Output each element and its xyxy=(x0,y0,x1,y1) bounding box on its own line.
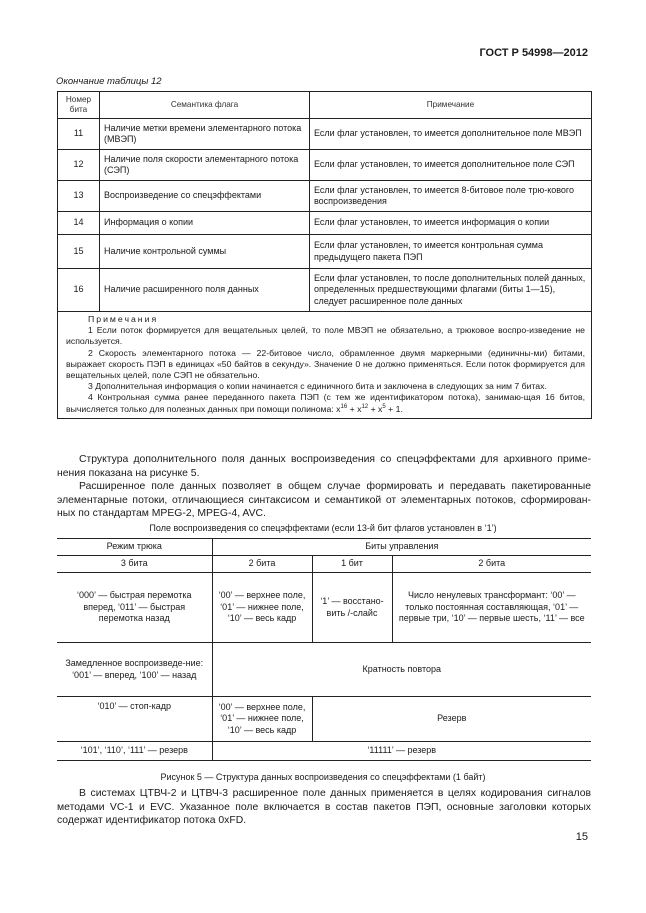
figure-row-stop xyxy=(57,697,591,742)
table-row xyxy=(58,119,592,150)
table-row xyxy=(58,235,592,269)
fast-mode: ‘000’ — быстрая перемотка вперед, ‘011’ — быстрая перемотка назад xyxy=(57,573,212,643)
bit-number: 16 xyxy=(58,269,100,312)
slow-mode: Замедленное воспроизведе-ние: ‘001’ — вперед, ‘100’ — назад xyxy=(57,643,212,697)
notes-title: Примечания xyxy=(88,314,159,324)
head-control-bits: Биты управления xyxy=(212,539,591,556)
figure-title: Поле воспроизведения со спецэффектами (если 13-й бит флагов установлен в ‘1’) xyxy=(149,523,497,533)
notes-row xyxy=(58,312,592,419)
flag-note: Если флаг установлен, то имеется 8-битовое поле трю-кового воспроизведения xyxy=(310,181,592,212)
figure-5-table xyxy=(57,538,591,761)
flag-semantics: Наличие поля скорости элементарного потока (СЭП) xyxy=(100,150,310,181)
subhead-2-bits: 2 бита xyxy=(392,556,591,573)
flag-semantics: Наличие метки времени элементарного потока (МВЭП) xyxy=(100,119,310,150)
flag-note: Если флаг установлен, то после дополнительных полей данных, определенных предшествующими флагами (биты 1—15), следует расширенное поле данных xyxy=(310,269,592,312)
bit-number: 13 xyxy=(58,181,100,212)
bit-number: 15 xyxy=(58,235,100,269)
paragraph-2: Расширенное поле данных позволяет в общем случае формировать и передавать пакетированные элементарные потоки, отличающиеся синтаксисом и семантикой от элементарных потоков, сформирован-ных по стандартам MPEG-2, MPEG-4, AVC. xyxy=(57,481,591,520)
reserve-bits: ‘11111’ — резерв xyxy=(212,742,591,761)
flag-note: Если флаг установлен, то имеется дополнительное поле МВЭП xyxy=(310,119,592,150)
paragraph-3: В системах ЦТВЧ-2 и ЦТВЧ-3 расширенное поле данных применяется в целях кодирования сигналов методами VC-1 и EVC. Указанное поле включается в состав пакетов ПЭП, основные заголовки которых содержат идентификатор потока 0xFD. xyxy=(57,788,591,827)
subhead-1-bit: 1 бит xyxy=(312,556,392,573)
table-caption: Окончание таблицы 12 xyxy=(56,76,162,87)
table-row xyxy=(58,181,592,212)
table-row xyxy=(58,150,592,181)
table-row xyxy=(58,269,592,312)
bit-number: 14 xyxy=(58,212,100,235)
figure-row-reserve xyxy=(57,742,591,761)
flag-note: Если флаг установлен, то имеется информация о копии xyxy=(310,212,592,235)
stop-reserve: Резерв xyxy=(312,697,591,742)
flag-semantics: Информация о копии xyxy=(100,212,310,235)
header-note: Примечание xyxy=(310,92,592,119)
table-row xyxy=(58,212,592,235)
header-semantics: Семантика флага xyxy=(100,92,310,119)
page-number: 15 xyxy=(575,831,588,843)
head-trick-mode: Режим трюка xyxy=(57,539,212,556)
flag-semantics: Наличие контрольной суммы xyxy=(100,235,310,269)
bit-number: 11 xyxy=(58,119,100,150)
fast-transform: Число ненулевых трансформант: ‘00’ — только постоянная составляющая, ‘01’ — первые три, ‘10’ — первые шесть, ‘11’ — все xyxy=(392,573,591,643)
flag-note: Если флаг установлен, то имеется контрольная сумма предыдущего пакета ПЭП xyxy=(310,235,592,269)
figure-head-row xyxy=(57,539,591,556)
subhead-3-bits: 3 бита xyxy=(57,556,212,573)
table-notes xyxy=(58,312,592,419)
stop-field: ‘00’ — верхнее поле, ‘01’ — нижнее поле, ‘10’ — весь кадр xyxy=(212,697,312,742)
table-header-row xyxy=(58,92,592,119)
figure-row-fast xyxy=(57,573,591,643)
flag-semantics: Наличие расширенного поля данных xyxy=(100,269,310,312)
subhead-2-bits: 2 бита xyxy=(212,556,312,573)
note-2: 2 Скорость элементарного потока — 22-битовое число, обрамленное двумя маркерными (единичны-ми) битами, выражает скорость ПЭП в единицах «50 байтов в секунду». Значение 0 не должно применяться. Если поток формируется для вещательных целей, поле СЭП не обязательно. xyxy=(66,347,585,381)
fast-restore: ‘1’ — восстано-вить /-слайс xyxy=(312,573,392,643)
bit-number: 12 xyxy=(58,150,100,181)
note-3: 3 Дополнительная информация о копии начинается с единичного бита и заключена в следующих за ним 7 битах. xyxy=(88,381,547,392)
paragraph-3-block xyxy=(57,787,591,828)
stop-mode: ‘010’ — стоп-кадр xyxy=(57,697,212,742)
standard-code: ГОСТ Р 54998—2012 xyxy=(479,47,588,59)
figure-caption: Рисунок 5 — Структура данных воспроизведения со спецэффектами (1 байт) xyxy=(160,772,486,782)
note-4: 4 Контрольная сумма ранее переданного пакета ПЭП (с тем же идентификатором потока), занимаю-щая 16 битов, вычисляется только для полезных данных при помощи полинома: $x^{16} + x^{12} + x^5 + 1$. xyxy=(66,392,585,414)
slow-bits: Кратность повтора xyxy=(212,643,591,697)
flag-semantics: Воспроизведение со спецэффектами xyxy=(100,181,310,212)
note-1: 1 Если поток формируется для вещательных целей, то поле МВЭП не обязательно, а трюковое воспро-изведение не используется. xyxy=(66,325,585,347)
paragraph-1: Структура дополнительного поля данных воспроизведения со спецэффектами для архивного приме-нения показана на рисунке 5. xyxy=(57,454,591,479)
table-12 xyxy=(57,91,592,419)
figure-subhead-row xyxy=(57,556,591,573)
paragraph-figure-ref xyxy=(57,453,591,521)
fast-field: ‘00’ — верхнее поле, ‘01’ — нижнее поле, ‘10’ — весь кадр xyxy=(212,573,312,643)
header-bit: Номер бита xyxy=(58,92,100,119)
flag-note: Если флаг установлен, то имеется дополнительное поле СЭП xyxy=(310,150,592,181)
reserve-mode: ‘101’, ‘110’, ‘111’ — резерв xyxy=(57,742,212,761)
figure-row-slow xyxy=(57,643,591,697)
